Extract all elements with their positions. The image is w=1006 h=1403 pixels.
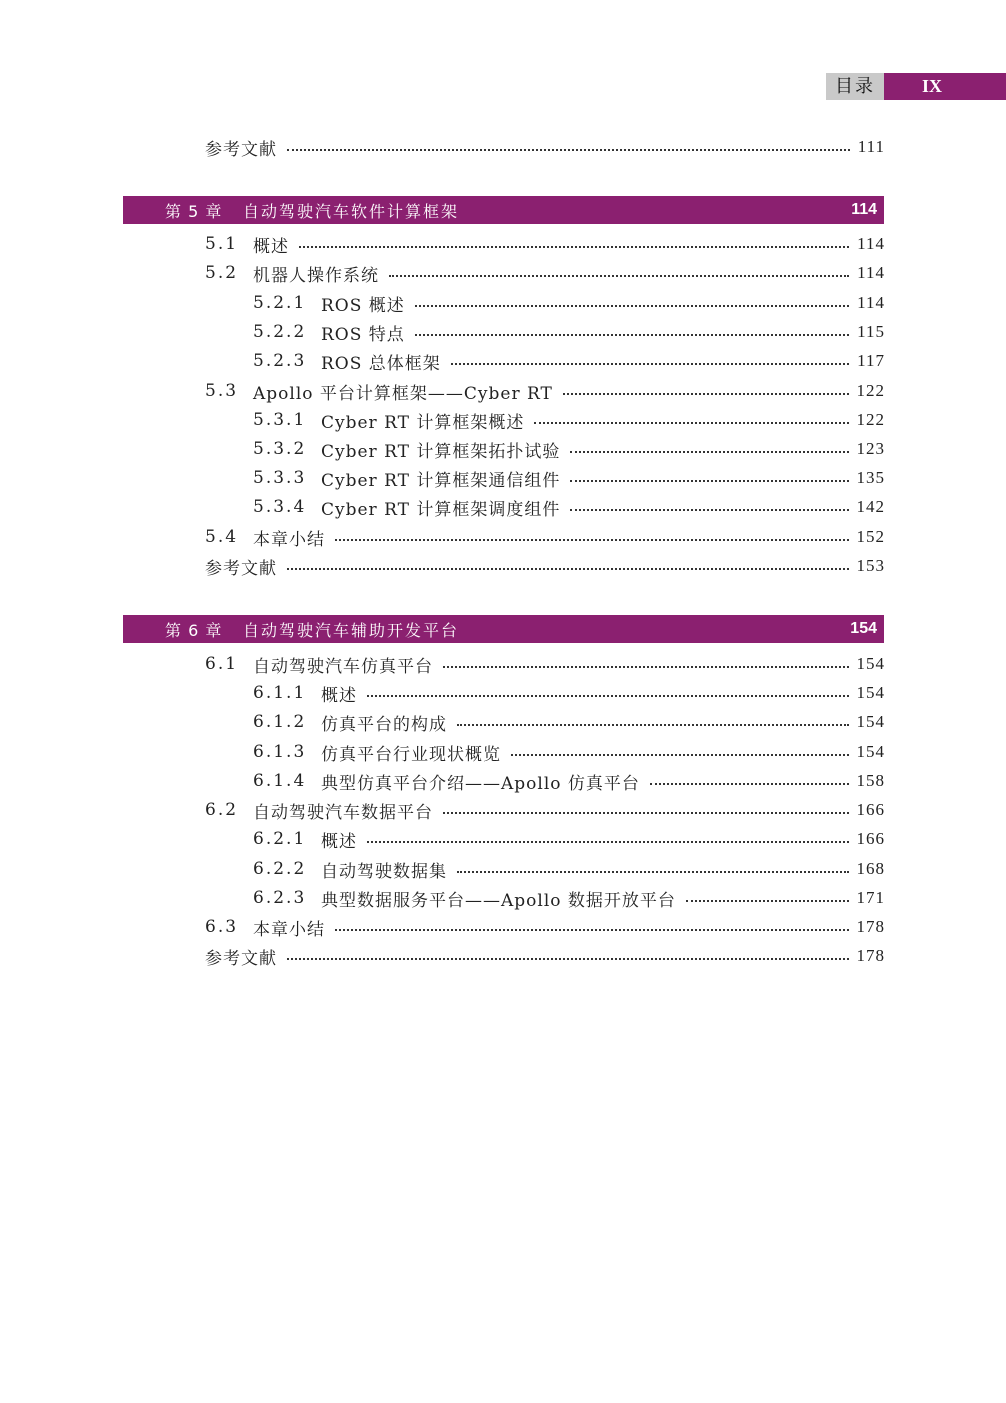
toc-subentry[interactable] (253, 740, 885, 764)
toc-subentry[interactable] (253, 681, 885, 705)
dot-leader (367, 695, 849, 697)
toc-entry-page: 122 (856, 381, 885, 400)
dot-leader (415, 334, 849, 336)
toc-subentry[interactable] (253, 710, 885, 734)
toc-entry-number: 5.3.4 (253, 497, 307, 517)
chapter-page: 154 (850, 620, 877, 637)
toc-entry-title: Cyber RT 计算框架概述 (321, 412, 525, 433)
toc-entry-title: 本章小结 (253, 919, 325, 940)
toc-entry-page: 154 (856, 654, 885, 673)
toc-entry-title: 自动驾驶数据集 (321, 861, 447, 882)
toc-entry-title: 概述 (253, 236, 289, 257)
toc-entry-number: 6.1.2 (253, 712, 307, 732)
chapter-heading-5[interactable] (123, 196, 884, 224)
toc-entry-number: 6.1.3 (253, 742, 307, 762)
toc-entry[interactable] (205, 379, 885, 403)
toc-entry-page: 152 (856, 527, 885, 546)
dot-leader (650, 783, 849, 785)
toc-entry[interactable] (205, 915, 885, 939)
toc-entry-title: 仿真平台的构成 (321, 714, 447, 735)
toc-entry-page: 154 (856, 712, 885, 731)
dot-leader (570, 509, 848, 511)
toc-entry[interactable] (205, 652, 885, 676)
dot-leader (570, 451, 848, 453)
toc-subentry[interactable] (253, 769, 885, 793)
dot-leader (563, 393, 849, 395)
toc-entry-number: 5.3.1 (253, 410, 307, 430)
toc-entry-page: 123 (856, 439, 885, 458)
toc-entry-number: 6.1 (205, 654, 239, 674)
dot-leader (443, 812, 849, 814)
dot-leader (511, 754, 849, 756)
toc-entry-number: 5.2.2 (253, 322, 307, 342)
toc-entry-title: Apollo 平台计算框架——Cyber RT (253, 383, 553, 404)
toc-entry-number: 5.2.3 (253, 351, 307, 371)
toc-subentry[interactable] (253, 349, 885, 373)
toc-entry-references[interactable] (205, 135, 885, 159)
toc-entry-title: Cyber RT 计算框架调度组件 (321, 499, 561, 520)
dot-leader (299, 246, 849, 248)
toc-entry-number: 6.1.1 (253, 683, 307, 703)
page-number-tab: IX (884, 73, 1006, 100)
toc-entry-number: 6.3 (205, 917, 239, 937)
toc-entry[interactable] (205, 525, 885, 549)
dot-leader (534, 422, 848, 424)
toc-subentry[interactable] (253, 827, 885, 851)
toc-entry-page: 171 (856, 888, 885, 907)
toc-entry-page: 178 (856, 946, 885, 965)
toc-entry[interactable] (205, 261, 885, 285)
toc-subentry[interactable] (253, 408, 885, 432)
dot-leader (287, 149, 850, 151)
toc-entry-page: 117 (857, 351, 885, 370)
toc-entry-number: 6.1.4 (253, 771, 307, 791)
toc-entry-number: 5.2.1 (253, 293, 307, 313)
toc-entry-page: 154 (856, 742, 885, 761)
toc-entry-page: 166 (856, 800, 885, 819)
toc-entry-page: 122 (856, 410, 885, 429)
section-label-tab: 目录 (826, 73, 884, 100)
dot-leader (389, 275, 849, 277)
toc-entry-number: 5.2 (205, 263, 239, 283)
toc-entry-title: 本章小结 (253, 529, 325, 550)
toc-entry-title: 典型仿真平台介绍——Apollo 仿真平台 (321, 773, 640, 794)
toc-entry-references[interactable] (205, 554, 885, 578)
chapter-title: 自动驾驶汽车辅助开发平台 (243, 620, 460, 640)
toc-entry-references[interactable] (205, 944, 885, 968)
toc-entry[interactable] (205, 232, 885, 256)
chapter-number: 第 5 章 (165, 201, 223, 221)
toc-entry-page: 154 (856, 683, 885, 702)
toc-entry-number: 5.1 (205, 234, 239, 254)
toc-subentry[interactable] (253, 291, 885, 315)
toc-entry-title: 仿真平台行业现状概览 (321, 744, 501, 765)
dot-leader (287, 568, 849, 570)
toc-entry-title: Cyber RT 计算框架拓扑试验 (321, 441, 561, 462)
toc-entry-page: 178 (856, 917, 885, 936)
toc-entry-page: 135 (856, 468, 885, 487)
toc-entry-number: 5.3.2 (253, 439, 307, 459)
toc-entry-title: 概述 (321, 831, 357, 852)
toc-entry-title: 自动驾驶汽车仿真平台 (253, 656, 433, 677)
toc-entry-title: ROS 概述 (321, 295, 405, 316)
toc-entry-title: 自动驾驶汽车数据平台 (253, 802, 433, 823)
toc-entry-page: 153 (856, 556, 885, 575)
dot-leader (457, 724, 849, 726)
toc-subentry[interactable] (253, 320, 885, 344)
toc-subentry[interactable] (253, 886, 885, 910)
dot-leader (335, 539, 849, 541)
toc-entry-page: 115 (857, 322, 885, 341)
toc-subentry[interactable] (253, 466, 885, 490)
dot-leader (570, 480, 848, 482)
chapter-heading-6[interactable] (123, 615, 884, 643)
toc-entry-number: 6.2.1 (253, 829, 307, 849)
toc-entry-number: 5.4 (205, 527, 239, 547)
toc-entry-title: 参考文献 (205, 558, 277, 579)
toc-subentry[interactable] (253, 437, 885, 461)
toc-entry-page: 114 (857, 293, 885, 312)
dot-leader (335, 929, 849, 931)
toc-subentry[interactable] (253, 495, 885, 519)
toc-entry-title: 参考文献 (205, 139, 277, 160)
toc-entry-page: 168 (856, 859, 885, 878)
toc-entry-page: 166 (856, 829, 885, 848)
toc-entry-title: 参考文献 (205, 948, 277, 969)
toc-subentry[interactable] (253, 857, 885, 881)
chapter-number: 第 6 章 (165, 620, 223, 640)
toc-entry-page: 114 (857, 263, 885, 282)
dot-leader (686, 900, 849, 902)
toc-entry-title: 概述 (321, 685, 357, 706)
dot-leader (457, 871, 849, 873)
toc-entry-number: 6.2.3 (253, 888, 307, 908)
dot-leader (415, 305, 849, 307)
toc-entry-number: 5.3.3 (253, 468, 307, 488)
chapter-page: 114 (851, 201, 877, 218)
toc-entry-title: 典型数据服务平台——Apollo 数据开放平台 (321, 890, 676, 911)
toc-entry-page: 142 (856, 497, 885, 516)
toc-entry-page: 111 (857, 137, 885, 156)
toc-entry-title: 机器人操作系统 (253, 265, 379, 286)
toc-entry-title: Cyber RT 计算框架通信组件 (321, 470, 561, 491)
dot-leader (367, 841, 849, 843)
chapter-title: 自动驾驶汽车软件计算框架 (243, 201, 460, 221)
dot-leader (443, 666, 849, 668)
toc-entry-number: 6.2 (205, 800, 239, 820)
toc-entry-number: 5.3 (205, 381, 239, 401)
dot-leader (451, 363, 849, 365)
toc-entry-title: ROS 特点 (321, 324, 405, 345)
toc-entry[interactable] (205, 798, 885, 822)
toc-entry-page: 158 (856, 771, 885, 790)
dot-leader (287, 958, 849, 960)
toc-entry-title: ROS 总体框架 (321, 353, 441, 374)
toc-entry-number: 6.2.2 (253, 859, 307, 879)
toc-entry-page: 114 (857, 234, 885, 253)
